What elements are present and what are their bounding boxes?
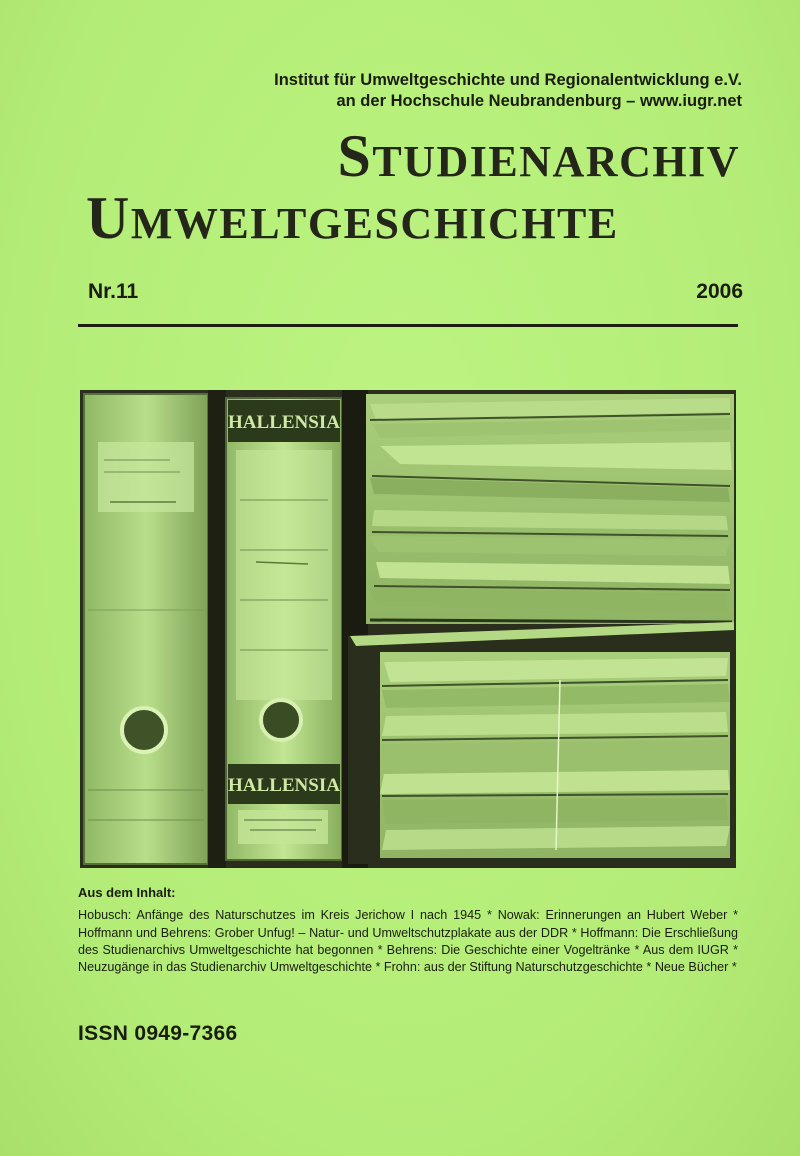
paper-stack-lower	[380, 652, 730, 858]
title-line-2: UMWELTGESCHICHTE	[86, 185, 619, 251]
title-divider	[78, 324, 738, 327]
table-of-contents	[78, 884, 738, 976]
title-line-1: STUDIENARCHIV	[337, 123, 740, 189]
contents-heading: Aus dem Inhalt:	[78, 885, 176, 900]
institute-affiliation: an der Hochschule Neubrandenburg – www.iugr.net	[336, 92, 742, 110]
issue-number: Nr.11	[88, 280, 139, 303]
issue-year: 2006	[696, 280, 743, 303]
cover-photo-archive-binders	[80, 390, 736, 868]
paper-stack-upper	[366, 394, 734, 624]
contents-text: Hobusch: Anfänge des Naturschutzes im Kreis Jerichow I nach 1945 * Nowak: Erinnerungen an Hubert Weber * Hoffmann und Behrens: Grober Unfug! – Natur- und Umweltschutzplakate aus der DDR * Hoffmann: Die Erschließung des Studienarchivs Umweltgeschichte hat begonnen * Behrens: Die Geschichte einer Vogeltränke * Aus dem IUGR * Neuzugänge in das Studienarchiv Umweltgeschichte * Frohn: aus der Stiftung Naturschutzgeschichte * Neue Bücher *	[78, 908, 738, 975]
binder-label-bottom: HALLENSIA	[228, 775, 340, 796]
finger-hole-right	[261, 700, 301, 740]
binder-label-top: HALLENSIA	[228, 412, 340, 433]
finger-hole-left	[122, 708, 166, 752]
issn-number: ISSN 0949-7366	[78, 1022, 238, 1045]
institute-name: Institut für Umweltgeschichte und Regionalentwicklung e.V.	[274, 71, 742, 89]
institute-header	[142, 70, 742, 112]
journal-title	[86, 123, 746, 252]
